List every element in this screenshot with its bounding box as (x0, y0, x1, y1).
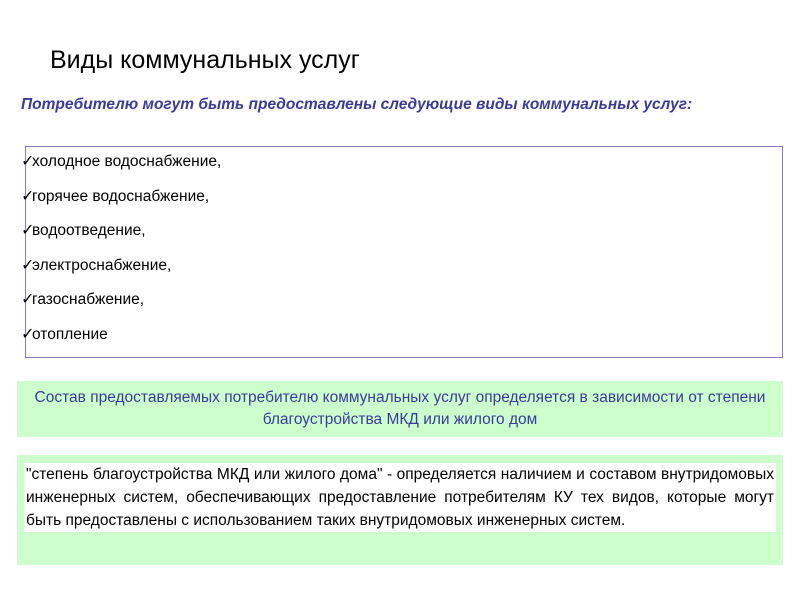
list-item-label: электроснабжение, (32, 256, 172, 274)
services-list (21, 150, 221, 358)
check-mark-icon: ✓ (21, 256, 35, 274)
check-mark-icon: ✓ (21, 187, 35, 205)
note-text: Состав предоставляемых потребителю коммунальных услуг определяется в зависимости от степени благоустройства МКД или жилого дом (34, 389, 766, 428)
list-item-label: водоотведение, (32, 222, 146, 240)
list-item-label: горячее водоснабжение, (32, 187, 210, 205)
list-item (21, 323, 221, 358)
check-mark-icon: ✓ (21, 291, 35, 309)
list-item-label: холодное водоснабжение, (32, 153, 222, 170)
list-item (21, 254, 221, 289)
definition-box (17, 455, 783, 565)
list-item-label: отопление (32, 325, 108, 343)
definition-text: "степень благоустройства МКД или жилого дома" - определяется наличием и составом внутридомовых инженерных систем, обеспечивающих предоставление потребителям КУ тех видов, которые могут быть предоставлены с использованием таких внутридомовых инженерных систем. (24, 463, 776, 532)
list-item (21, 288, 221, 323)
list-item-label: газоснабжение, (32, 291, 145, 309)
list-item (21, 219, 221, 254)
note-box (17, 381, 783, 437)
check-mark-icon: ✓ (21, 153, 35, 170)
slide-subtitle: Потребителю могут быть предоставлены следующие виды коммунальных услуг: (21, 96, 693, 113)
check-mark-icon: ✓ (21, 325, 35, 343)
check-mark-icon: ✓ (21, 222, 35, 240)
list-item (21, 150, 221, 185)
list-item (21, 185, 221, 220)
slide-title: Виды коммунальных услуг (50, 46, 360, 74)
